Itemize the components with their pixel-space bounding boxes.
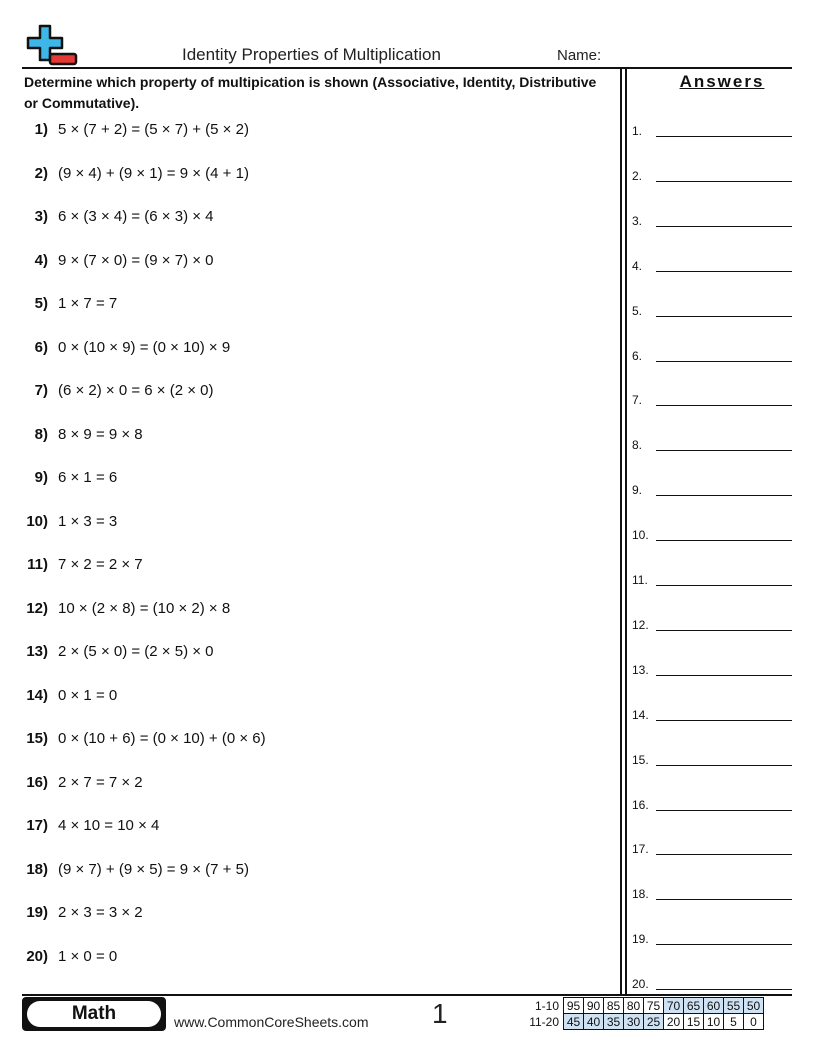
answer-number: 17. (632, 842, 649, 856)
answer-blank-line[interactable] (656, 361, 792, 362)
problem-number: 13) (26, 643, 48, 660)
problem-expression: 0 × 1 = 0 (58, 687, 118, 704)
score-row-label: 11-20 (529, 1014, 559, 1029)
name-label: Name: (557, 47, 602, 64)
column-divider-right (625, 67, 627, 995)
problem-number: 5) (34, 295, 48, 312)
score-cell: 55 (724, 998, 744, 1014)
score-cell: 80 (624, 998, 644, 1014)
problem-expression: 1 × 3 = 3 (58, 513, 118, 530)
answer-row[interactable] (632, 840, 792, 860)
answer-number: 19. (632, 932, 649, 946)
answer-row[interactable] (632, 257, 792, 277)
answer-number: 1. (632, 124, 643, 138)
problem-row (0, 948, 600, 970)
answer-row[interactable] (632, 347, 792, 367)
problem-number: 20) (26, 948, 48, 965)
problem-expression: (9 × 4) + (9 × 1) = 9 × (4 + 1) (58, 165, 249, 182)
answer-row[interactable] (632, 481, 792, 501)
answer-blank-line[interactable] (656, 585, 792, 586)
worksheet-title: Identity Properties of Multiplication (182, 45, 441, 64)
score-cell: 50 (744, 998, 764, 1014)
problem-row (0, 339, 600, 361)
score-cell: 0 (744, 1014, 764, 1030)
score-cell: 20 (664, 1014, 684, 1030)
score-row-label: 1-10 (534, 998, 559, 1013)
answer-row[interactable] (632, 122, 792, 142)
answer-blank-line[interactable] (656, 854, 792, 855)
answer-blank-line[interactable] (656, 226, 792, 227)
problem-expression: 2 × (5 × 0) = (2 × 5) × 0 (58, 643, 214, 660)
problem-expression: 10 × (2 × 8) = (10 × 2) × 8 (58, 600, 231, 617)
score-cell: 60 (704, 998, 724, 1014)
page-number: 1 (432, 998, 448, 1029)
answer-row[interactable] (632, 526, 792, 546)
answer-number: 13. (632, 663, 649, 677)
score-cell: 90 (584, 998, 604, 1014)
problem-expression: 1 × 0 = 0 (58, 948, 118, 965)
column-divider-left (620, 67, 622, 995)
answer-blank-line[interactable] (656, 720, 792, 721)
problem-number: 2) (34, 165, 48, 182)
problem-row (0, 774, 600, 796)
problem-number: 6) (34, 339, 48, 356)
answer-row[interactable] (632, 706, 792, 726)
problem-expression: 8 × 9 = 9 × 8 (58, 426, 143, 443)
problem-number: 17) (26, 817, 48, 834)
answer-number: 11. (632, 573, 648, 587)
answer-row[interactable] (632, 885, 792, 905)
answer-number: 3. (632, 214, 643, 228)
answer-number: 8. (632, 438, 643, 452)
problem-row (0, 121, 600, 143)
problem-expression: (9 × 7) + (9 × 5) = 9 × (7 + 5) (58, 861, 249, 878)
problem-expression: 4 × 10 = 10 × 4 (58, 817, 160, 834)
answer-number: 15. (632, 753, 649, 767)
answer-blank-line[interactable] (656, 271, 792, 272)
answer-blank-line[interactable] (656, 405, 792, 406)
score-cell: 15 (684, 1014, 704, 1030)
answer-row[interactable] (632, 796, 792, 816)
problem-row (0, 687, 600, 709)
problem-row (0, 556, 600, 578)
score-cell: 70 (664, 998, 684, 1014)
problem-expression: 6 × (3 × 4) = (6 × 3) × 4 (58, 208, 214, 225)
plus-minus-logo-icon (24, 24, 80, 68)
score-cell: 40 (584, 1014, 604, 1030)
answer-blank-line[interactable] (656, 316, 792, 317)
answer-row[interactable] (632, 975, 792, 995)
answer-number: 6. (632, 349, 643, 363)
answer-row[interactable] (632, 167, 792, 187)
problem-number: 14) (26, 687, 48, 704)
problem-row (0, 469, 600, 491)
score-cell: 30 (624, 1014, 644, 1030)
problem-row (0, 904, 600, 926)
answer-blank-line[interactable] (656, 136, 792, 137)
score-cell: 25 (644, 1014, 664, 1030)
answer-row[interactable] (632, 571, 792, 591)
problem-number: 7) (34, 382, 48, 399)
answer-row[interactable] (632, 436, 792, 456)
answer-row[interactable] (632, 751, 792, 771)
score-cell: 10 (704, 1014, 724, 1030)
score-row (527, 1014, 764, 1030)
answer-number: 2. (632, 169, 643, 183)
answer-blank-line[interactable] (656, 810, 792, 811)
answer-number: 10. (632, 528, 649, 542)
answer-number: 4. (632, 259, 643, 273)
website-link[interactable]: www.CommonCoreSheets.com (174, 1014, 369, 1030)
problem-number: 12) (26, 600, 48, 617)
answer-blank-line[interactable] (656, 495, 792, 496)
problem-number: 11) (27, 556, 48, 573)
problem-expression: 1 × 7 = 7 (58, 295, 118, 312)
problem-number: 19) (26, 904, 48, 921)
problem-number: 18) (26, 861, 48, 878)
score-cell: 65 (684, 998, 704, 1014)
problem-row (0, 861, 600, 883)
problem-expression: 7 × 2 = 2 × 7 (58, 556, 143, 573)
answer-number: 20. (632, 977, 649, 991)
answer-number: 12. (632, 618, 649, 632)
problem-number: 8) (34, 426, 48, 443)
answer-blank-line[interactable] (656, 450, 792, 451)
problem-row (0, 817, 600, 839)
answer-number: 18. (632, 887, 649, 901)
problem-row (0, 382, 600, 404)
subject-label: Math (27, 1001, 161, 1027)
answer-row[interactable] (632, 212, 792, 232)
answer-blank-line[interactable] (656, 899, 792, 900)
problem-expression: 0 × (10 × 9) = (0 × 10) × 9 (58, 339, 231, 356)
problem-expression: 2 × 7 = 7 × 2 (58, 774, 143, 791)
answer-blank-line[interactable] (656, 630, 792, 631)
problem-number: 1) (34, 121, 48, 138)
score-cell: 85 (604, 998, 624, 1014)
score-cell: 75 (644, 998, 664, 1014)
answer-row[interactable] (632, 391, 792, 411)
score-cell: 45 (564, 1014, 584, 1030)
problem-row (0, 295, 600, 317)
problem-row (0, 165, 600, 187)
problem-row (0, 426, 600, 448)
problem-expression: 9 × (7 × 0) = (9 × 7) × 0 (58, 252, 214, 269)
answer-blank-line[interactable] (656, 944, 792, 945)
answer-blank-line[interactable] (656, 989, 792, 990)
score-row (527, 998, 764, 1014)
problem-row (0, 252, 600, 274)
answer-row[interactable] (632, 302, 792, 322)
problem-number: 4) (34, 252, 48, 269)
answer-number: 16. (632, 798, 649, 812)
problem-number: 9) (34, 469, 48, 486)
problem-expression: (6 × 2) × 0 = 6 × (2 × 0) (58, 382, 214, 399)
answers-heading: Answers (679, 72, 765, 91)
subject-badge (22, 997, 166, 1031)
problem-row (0, 208, 600, 230)
problem-expression: 5 × (7 + 2) = (5 × 7) + (5 × 2) (58, 121, 249, 138)
score-cell: 95 (564, 998, 584, 1014)
score-cell: 35 (604, 1014, 624, 1030)
score-table (527, 997, 764, 1030)
problem-row (0, 513, 600, 535)
problem-number: 3) (34, 208, 48, 225)
problem-row (0, 600, 600, 622)
answer-number: 14. (632, 708, 649, 722)
answer-blank-line[interactable] (656, 765, 792, 766)
answer-blank-line[interactable] (656, 540, 792, 541)
answer-blank-line[interactable] (656, 675, 792, 676)
problem-number: 10) (26, 513, 48, 530)
footer-divider (22, 994, 792, 996)
answer-number: 9. (632, 483, 643, 497)
answer-row[interactable] (632, 661, 792, 681)
answer-row[interactable] (632, 616, 792, 636)
answer-row[interactable] (632, 930, 792, 950)
answer-number: 7. (632, 393, 643, 407)
problem-number: 15) (26, 730, 48, 747)
problem-expression: 2 × 3 = 3 × 2 (58, 904, 143, 921)
answer-number: 5. (632, 304, 643, 318)
problem-number: 16) (26, 774, 48, 791)
problem-row (0, 643, 600, 665)
instructions: Determine which property of multipication is shown (Associative, Identity, Distributive or Commutative). (24, 74, 597, 111)
problem-expression: 6 × 1 = 6 (58, 469, 118, 486)
problem-expression: 0 × (10 + 6) = (0 × 10) + (0 × 6) (58, 730, 266, 747)
answer-blank-line[interactable] (656, 181, 792, 182)
score-cell: 5 (724, 1014, 744, 1030)
header-divider (22, 67, 792, 69)
problem-row (0, 730, 600, 752)
